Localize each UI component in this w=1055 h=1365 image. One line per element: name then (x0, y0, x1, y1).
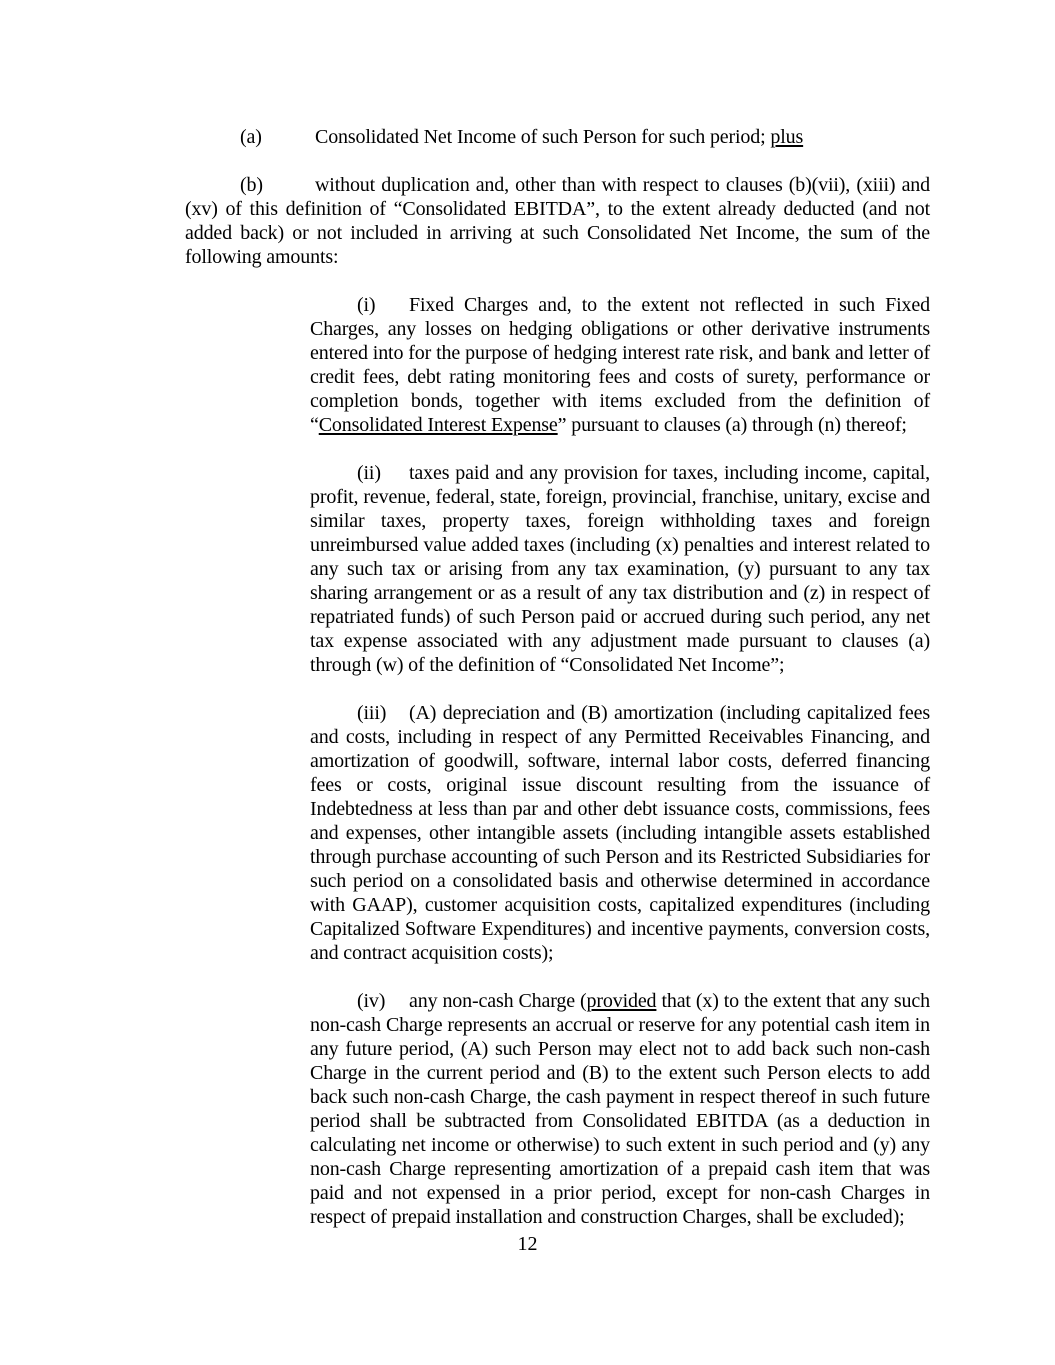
text-segment: (A) depreciation and (B) amortization (including capitalized fees and costs, including in respect of any Permitted Receivables Financing, and amortization of goodwill, software, internal labor costs, deferred financing fees or costs, original issue discount resulting from the issuance of Indebtedness at less than par and other debt issuance costs, commissions, fees and expenses, other intangible assets (including intangible assets established through purchase accounting of such Person and its Restricted Subsidiaries for such period on a consolidated basis and otherwise determined in accordance with GAAP), customer acquisition costs, capitalized expenditures (including Capitalized Software Expenditures) and incentive payments, conversion costs, and contract acquisition costs); (310, 702, 930, 964)
clause-ii (310, 461, 930, 677)
document-body (185, 125, 930, 1229)
text-segment: Fixed Charges and, to the extent not reflected in such Fixed Charges, any losses on hedging obligations or other derivative instruments entered into for the purpose of hedging interest rate risk, and bank and letter of credit fees, debt rating monitoring fees and costs of surety, performance or completion bonds, together with items excluded from the definition of “ (310, 294, 930, 436)
underlined-term: plus (770, 126, 804, 148)
underlined-term: provided (586, 990, 657, 1012)
text-segment: ” pursuant to clauses (a) through (n) thereof; (557, 414, 907, 436)
clause-label: (b) (240, 174, 263, 196)
clause-label: (i) (357, 294, 376, 316)
text-segment: taxes paid and any provision for taxes, including income, capital, profit, revenue, federal, state, foreign, provincial, franchise, unitary, excise and similar taxes, property taxes, foreign withholding taxes and foreign unreimbursed value added taxes (including (x) penalties and interest related to any such tax or arising from any tax examination, (y) pursuant to any tax sharing arrangement or as a result of any tax distribution and (z) in respect of repatriated funds) of such Person paid or accrued during such period, any net tax expense associated with any adjustment made pursuant to clauses (a) through (w) of the definition of “Consolidated Net Income”; (310, 462, 930, 676)
clause-a (185, 125, 930, 149)
text-segment: without duplication and, other than with respect to clauses (b)(vii), (xiii) and (xv) of this definition of “Consolidated EBITDA”, to the extent already deducted (and not added back) or not included in arriving at such Consolidated Net Income, the sum of the following amounts: (185, 174, 930, 268)
clause-iv (310, 989, 930, 1229)
clause-label: (iii) (357, 702, 387, 724)
text-segment: Consolidated Net Income of such Person for such period; (315, 126, 771, 148)
clause-b (185, 173, 930, 269)
text-segment: that (x) to the extent that any such non-cash Charge represents an accrual or reserve for any potential cash item in any future period, (A) such Person may elect not to add back such non-cash Charge in the current period and (B) to the extent such Person elects to add back such non-cash Charge, the cash payment in respect thereof in such future period shall be subtracted from Consolidated EBITDA (as a deduction in calculating net income or otherwise) to such extent in such period and (y) any non-cash Charge representing amortization of a prepaid cash item that was paid and not expensed in a prior period, except for non-cash Charges in respect of prepaid installation and construction Charges, shall be excluded); (310, 990, 930, 1228)
clause-label: (a) (240, 126, 262, 148)
page-number: 12 (517, 1233, 538, 1255)
underlined-term: Consolidated Interest Expense (318, 414, 558, 436)
clause-label: (ii) (357, 462, 381, 484)
clause-label: (iv) (357, 990, 386, 1012)
clause-iii (310, 701, 930, 965)
text-segment: any non-cash Charge ( (409, 990, 587, 1012)
clause-i (310, 293, 930, 437)
